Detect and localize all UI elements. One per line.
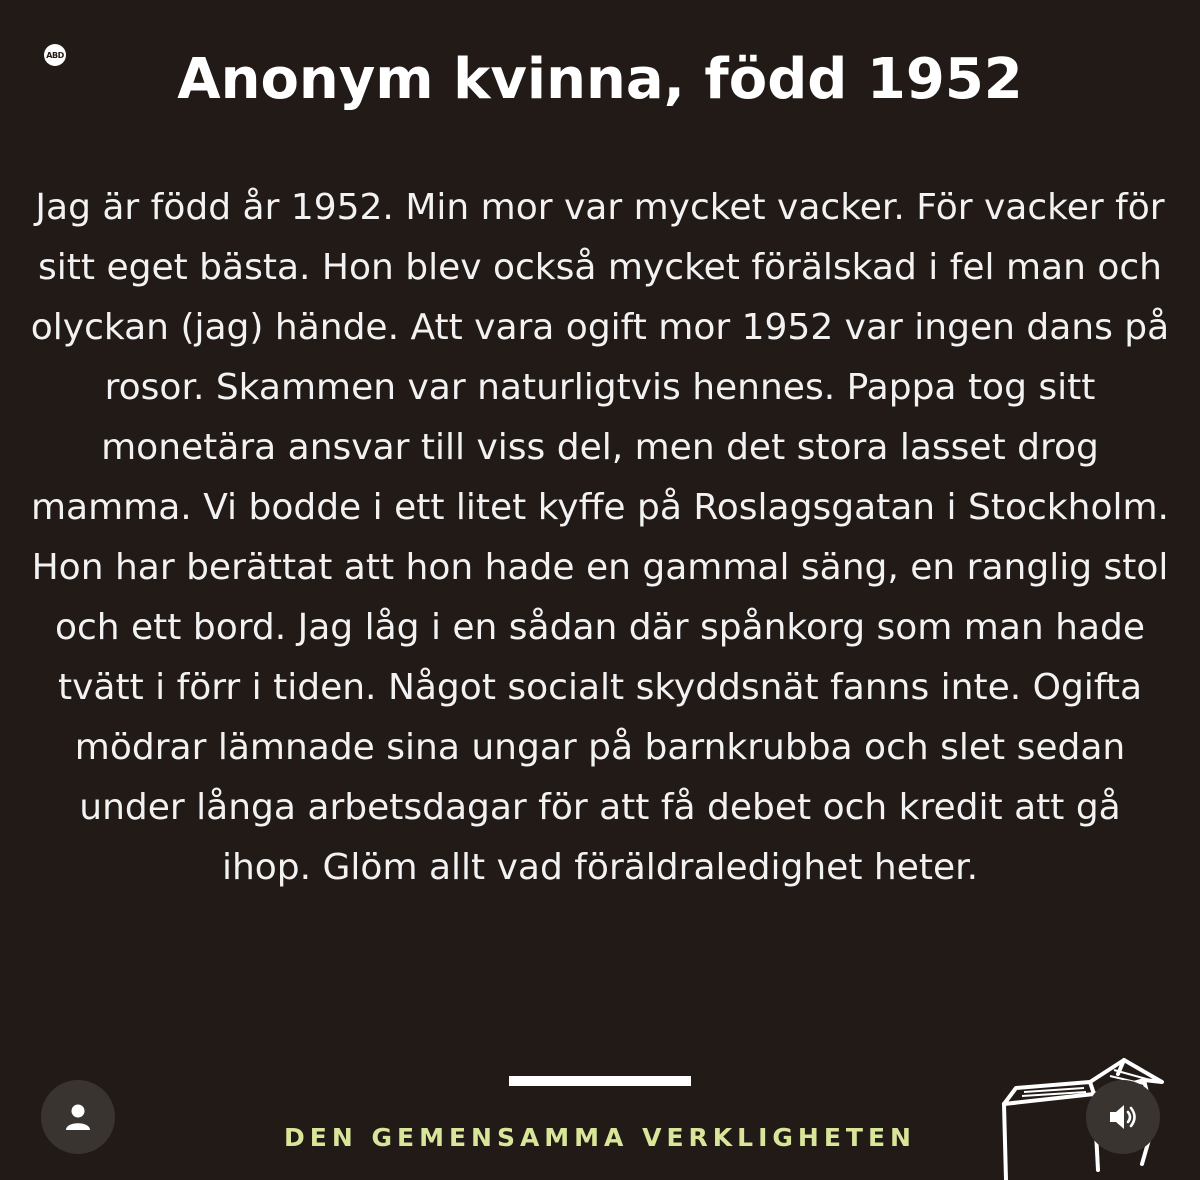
divider (509, 1076, 691, 1086)
sound-toggle-button[interactable] (1086, 1080, 1160, 1154)
brand-logo-text: ABD (46, 50, 64, 60)
footer-brand-text: DEN GEMENSAMMA VERKLIGHETEN (284, 1123, 916, 1152)
user-profile-button[interactable] (41, 1080, 115, 1154)
speaker-icon (1106, 1100, 1140, 1134)
post-title: Anonym kvinna, född 1952 (177, 47, 1023, 112)
user-icon (63, 1102, 93, 1132)
post-body-text: Jag är född år 1952. Min mor var mycket vacker. För vacker för sitt eget bästa. Hon blev också mycket förälskad i fel man och olyckan (jag) hände. Att vara ogift mor 1952 var ingen dans på rosor. Skammen var naturligtvis hennes. Pappa tog sitt monetära ansvar till viss del, men det stora lasset drog mamma. Vi bodde i ett litet kyffe på Roslagsgatan i Stockholm. Hon har berättat att hon hade en gammal säng, en ranglig stol och ett bord. Jag låg i en sådan där spånkorg som man hade tvätt i förr i tiden. Något socialt skyddsnät fanns inte. Ogifta mödrar lämnade sina ungar på barnkrubba och slet sedan under långa arbetsdagar för att få debet och kredit att gå ihop. Glöm allt vad föräldraledighet heter. (30, 187, 1170, 888)
